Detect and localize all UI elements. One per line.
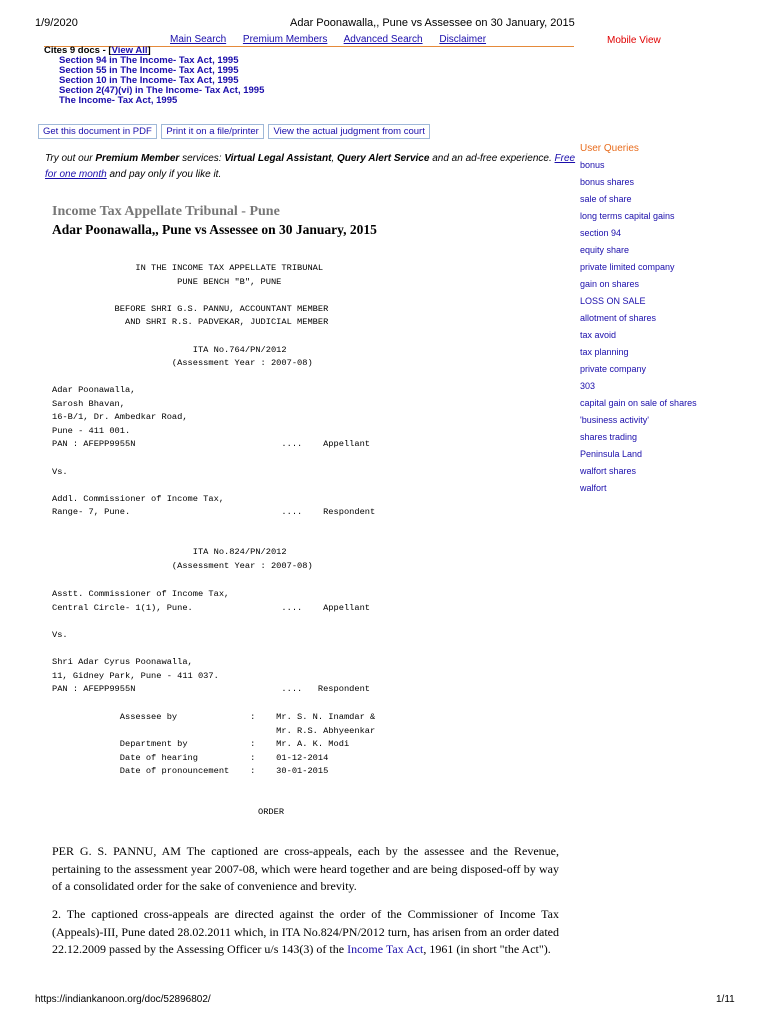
promo-text: and an ad-free experience. <box>429 153 555 164</box>
mobile-view-link[interactable]: Mobile View <box>607 35 661 46</box>
promo-query-alert: Query Alert Service <box>336 153 430 164</box>
promo-legal-assistant: Virtual Legal Assistant <box>224 153 332 164</box>
user-query-link[interactable]: allotment of shares <box>580 313 657 323</box>
order-heading: ORDER <box>258 807 285 817</box>
tribunal-header-block: IN THE INCOME TAX APPELLATE TRIBUNAL PUNE BENCH "B", PUNE BEFORE SHRI G.S. PANNU, ACCOUNTANT MEMBER AND SHRI R.S. PADVEKAR, JUDICIAL MEMBER ITA No.764/PN/2012 (Assessment Year : 2007-08) <box>114 263 329 369</box>
user-query-link[interactable]: LOSS ON SALE <box>580 296 646 306</box>
disclaimer-link[interactable]: Disclaimer <box>439 34 487 45</box>
view-judgment-button[interactable]: View the actual judgment from court <box>268 124 429 139</box>
pdf-button[interactable]: Get this document in PDF <box>38 124 157 139</box>
representation-block: Assessee by : Mr. S. N. Inamdar & Mr. R.S. Abhyeenkar Department by : Mr. A. K. Modi Date of hearing : 01-12-2014 Date of pronouncement : 30-01-2015 <box>119 712 376 777</box>
cites-label: Cites 9 docs - [ <box>44 45 112 56</box>
income-tax-act-link[interactable]: Income Tax Act <box>347 942 424 956</box>
user-query-link[interactable]: tax planning <box>580 347 629 357</box>
user-query-link[interactable]: 303 <box>580 381 596 391</box>
cite-link[interactable]: Section 2(47)(vi) in The Income- Tax Act, 1995 <box>59 85 265 96</box>
user-query-link[interactable]: capital gain on sale of shares <box>580 398 697 408</box>
user-query-link[interactable]: gain on shares <box>580 279 640 289</box>
promo-text: , <box>331 153 337 164</box>
paragraph-2-text: , 1961 (in short "the Act"). <box>423 942 551 956</box>
cite-link[interactable]: Section 55 in The Income- Tax Act, 1995 <box>59 65 239 76</box>
user-query-link[interactable]: 'business activity' <box>580 415 649 425</box>
main-search-link[interactable]: Main Search <box>170 34 227 45</box>
page-number: 1/11 <box>716 994 735 1005</box>
print-button[interactable]: Print it on a file/printer <box>161 124 263 139</box>
user-query-link[interactable]: bonus <box>580 160 605 170</box>
print-header-title: Adar Poonawalla,, Pune vs Assessee on 30 January, 2015 <box>290 17 575 29</box>
promo-premium-member: Premium Member <box>95 153 180 164</box>
court-name: Income Tax Appellate Tribunal - Pune <box>52 204 280 219</box>
user-queries-title: User Queries <box>580 143 639 154</box>
user-queries-list <box>580 157 697 497</box>
cite-link[interactable]: Section 10 in The Income- Tax Act, 1995 <box>59 75 239 86</box>
print-date: 1/9/2020 <box>35 17 78 29</box>
parties-block-1: Adar Poonawalla, Sarosh Bhavan, 16-B/1, Dr. Ambedkar Road, Pune - 411 001. PAN : AFEPP9955N .... Appellant Vs. Addl. Commissioner of Income Tax, Range- 7, Pune. .... Respondent <box>52 385 376 518</box>
user-query-link[interactable]: equity share <box>580 245 630 255</box>
parties-block-2: Asstt. Commissioner of Income Tax, Central Circle- 1(1), Pune. .... Appellant Vs. Shri Adar Cyrus Poonawalla, 11, Gidney Park, Pune - 411 037. PAN : AFEPP9955N .... Respondent <box>52 589 371 695</box>
document-actions <box>38 124 432 139</box>
promo-text: and pay only if you like it. <box>106 169 222 180</box>
top-nav <box>170 34 500 45</box>
premium-promo <box>45 151 585 183</box>
paragraph-1: PER G. S. PANNU, AM The captioned are cross-appeals, each by the assessee and the Revenue, pertaining to the assessment year 2007-08, which were heard together and are being disposed-off by way of a consolidated order for the sake of convenience and brevity. <box>52 844 559 893</box>
promo-text: services: <box>179 153 225 164</box>
view-all-link[interactable]: View All <box>111 45 148 56</box>
paragraph-2-text: 2. The captioned cross-appeals are directed against the order of the Commissioner of Income Tax (Appeals)-III, Pune dated 28.02.2011 which, in ITA No.824/PN/2012 turn, has arisen from an order dated 22.12.2009 passed by the Assessing Officer u/s 143(3) of the <box>52 907 559 956</box>
premium-members-link[interactable]: Premium Members <box>242 34 328 45</box>
user-query-link[interactable]: Peninsula Land <box>580 449 643 459</box>
footer-url: https://indiankanoon.org/doc/52896802/ <box>35 994 211 1005</box>
user-query-link[interactable]: walfort <box>580 483 607 493</box>
appeal-number-block-2: ITA No.824/PN/2012 (Assessment Year : 2007-08) <box>171 547 313 571</box>
free-trial-link[interactable]: Free for one month <box>45 153 576 180</box>
document-title: Adar Poonawalla,, Pune vs Assessee on 30 January, 2015 <box>52 222 377 237</box>
cites-close-bracket: ] <box>147 45 151 56</box>
user-query-link[interactable]: shares trading <box>580 432 638 442</box>
user-query-link[interactable]: section 94 <box>580 228 622 238</box>
user-query-link[interactable]: tax avoid <box>580 330 617 340</box>
cite-link[interactable]: The Income- Tax Act, 1995 <box>59 95 178 106</box>
user-query-link[interactable]: bonus shares <box>580 177 635 187</box>
cites-box <box>44 46 264 106</box>
user-query-link[interactable]: long terms capital gains <box>580 211 675 221</box>
user-query-link[interactable]: private company <box>580 364 647 374</box>
user-query-link[interactable]: walfort shares <box>580 466 637 476</box>
promo-text: Try out our <box>45 153 96 164</box>
paragraph-2 <box>52 906 559 959</box>
user-query-link[interactable]: private limited company <box>580 262 675 272</box>
advanced-search-link[interactable]: Advanced Search <box>343 34 423 45</box>
user-query-link[interactable]: sale of share <box>580 194 632 204</box>
cite-link[interactable]: Section 94 in The Income- Tax Act, 1995 <box>59 55 239 66</box>
